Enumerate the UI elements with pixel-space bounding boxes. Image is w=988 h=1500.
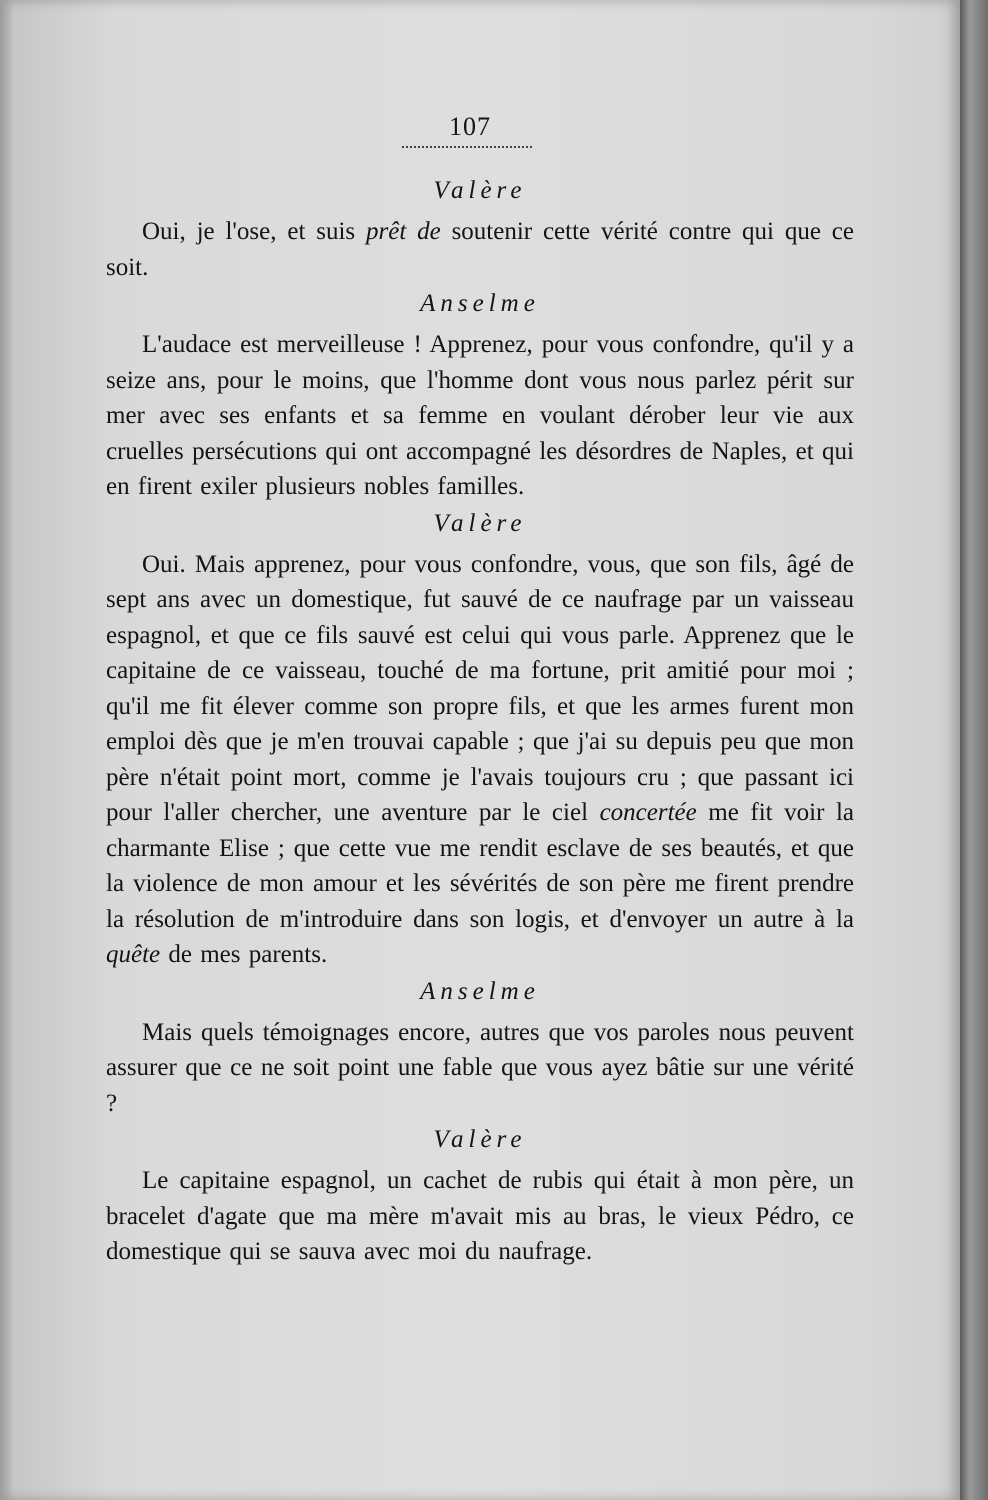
speech-text: de mes parents. <box>160 941 328 968</box>
speech-italic-text: prêt de <box>366 218 441 245</box>
speech-paragraph <box>106 547 854 973</box>
page-number-rule <box>402 146 532 148</box>
dialogue-block <box>106 287 854 505</box>
speech-italic-text: concertée <box>599 799 697 826</box>
speaker-name: Valère <box>433 1126 527 1153</box>
speech-paragraph <box>106 214 854 285</box>
speaker-name: Valère <box>433 177 527 204</box>
page-number: 107 <box>449 112 491 141</box>
page-gutter-shadow <box>0 0 14 1500</box>
speech-italic-text: quête <box>106 941 161 968</box>
book-edge <box>960 0 988 1500</box>
speech-paragraph <box>106 327 854 505</box>
speech-text: soutenir cette vérité contre qui que ce soit. <box>106 218 854 281</box>
speech-text: me fit voir la charmante Elise ; que cette vue me rendit esclave de ses beautés, et que la violence de mon amour et les sévérités de son père me firent prendre la résolution de m'introduire dans son logis, et d'envoyer un autre à la <box>106 799 855 933</box>
dialogue-block <box>106 507 854 973</box>
speech-text: Oui, je l'ose, et suis <box>142 218 366 245</box>
dialogue-block <box>106 1123 854 1270</box>
dialogue-block <box>106 174 854 285</box>
dialogue-text <box>106 172 854 1272</box>
speech-paragraph <box>106 1015 854 1122</box>
speaker-name: Anselme <box>420 977 540 1005</box>
speaker-name: Valère <box>433 509 527 537</box>
speech-text: Le capitaine espagnol, un cachet de rubis qui était à mon père, un bracelet d'agate que ma mère m'avait mis au bras, le vieux Pédro, ce domestique qui se sauva avec moi du naufrage. <box>106 1167 854 1265</box>
speaker-name: Anselme <box>420 290 540 317</box>
speech-text: Oui. Mais apprenez, pour vous confondre, vous, que son fils, âgé de sept ans avec un domestique, fut sauvé de ce naufrage par un vaisseau espagnol, et que ce fils sauvé est celui qui vous parle. Apprenez que le capitaine de ce vaisseau, touché de ma fortune, prit amitié pour moi ; qu'il me fit élever comme son propre fils, et que les armes furent mon emploi dès que je m'en trouvai capable ; que j'ai su depuis peu que mon père n'était point mort, comme je l'avais toujours cru ; que passant ici pour l'aller chercher, une aventure par le ciel <box>106 550 854 826</box>
speech-paragraph <box>106 1163 854 1270</box>
speech-text: L'audace est merveilleuse ! Apprenez, pour vous confondre, qu'il y a seize ans, pour le moins, que l'homme dont vous nous parlez périt sur mer avec ses enfants et sa femme en voulant dérober leur vie aux cruelles persécutions qui ont accompagné les désordres de Naples, et qui en firent exiler plusieurs nobles familles. <box>106 331 854 500</box>
dialogue-block <box>106 975 854 1122</box>
speech-text: Mais quels témoignages encore, autres que vos paroles nous peuvent assurer que ce ne soit point une fable que vous ayez bâtie sur une vérité ? <box>106 1018 854 1117</box>
